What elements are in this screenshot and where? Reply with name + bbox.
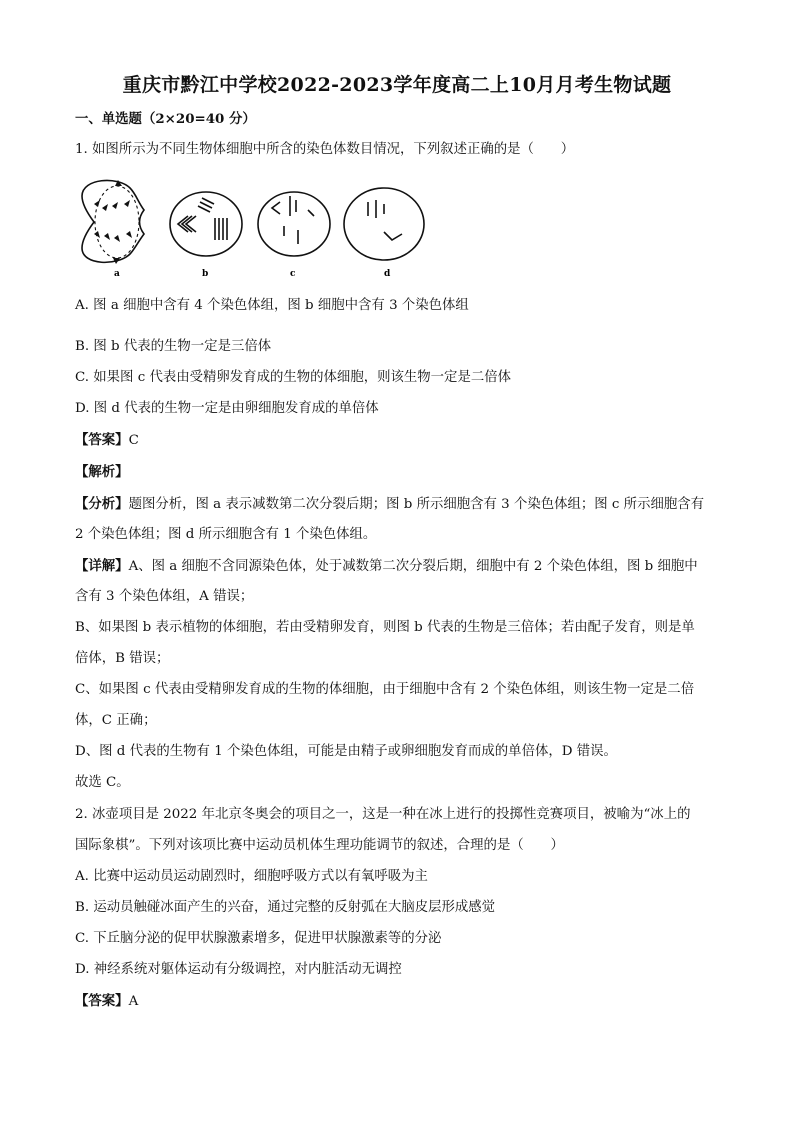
q1-xiangjie-line-1 <box>75 557 725 576</box>
q2-stem-line-2: 国际象棋”。下列对该项比赛中运动员机体生理功能调节的叙述，合理的是（ ） <box>75 838 564 853</box>
q1-xiangjie-line-6: 体，C 正确； <box>75 713 157 728</box>
q2-option-c: C. 下丘脑分泌的促甲状腺激素增多，促进甲状腺激素等的分泌 <box>75 931 442 946</box>
q2-answer-value: A <box>128 994 139 1009</box>
q1-fenxi-line-1 <box>75 495 725 514</box>
q2-stem-line-1: 2. 冰壶项目是 2022 年北京冬奥会的项目之一，这是一种在冰上进行的投掷性竞赛项目，被喻为“冰上的 <box>75 807 691 822</box>
figure-label-b: b <box>202 269 209 279</box>
cell-b-drawing <box>170 192 242 256</box>
cell-c-drawing <box>258 192 330 256</box>
q1-fenxi-text-1: 题图分析，图 a 表示减数第二次分裂后期；图 b 所示细胞含有 3 个染色体组；图 c 所示细胞含有 <box>128 497 705 512</box>
cell-d-drawing <box>344 188 424 260</box>
figure-label-a: a <box>114 269 120 279</box>
q2-option-b: B. 运动员触碰冰面产生的兴奋，通过完整的反射弧在大脑皮层形成感觉 <box>75 900 496 915</box>
q1-option-c: C. 如果图 c 代表由受精卵发育成的生物的体细胞，则该生物一定是二倍体 <box>75 370 512 385</box>
q1-answer-value: C <box>128 433 139 448</box>
q1-option-a: A. 图 a 细胞中含有 4 个染色体组，图 b 细胞中含有 3 个染色体组 <box>75 298 469 313</box>
cell-a-drawing <box>82 180 144 264</box>
figure-label-d: d <box>384 269 391 279</box>
q1-xiangjie-label: 【详解】 <box>75 558 129 574</box>
q1-analysis-label: 【解析】 <box>75 464 129 480</box>
q1-xiangjie-line-5: C、如果图 c 代表由受精卵发育成的生物的体细胞，由于细胞中含有 2 个染色体组，则该生物一定是二倍 <box>75 682 695 697</box>
q1-fenxi-line-2: 2 个染色体组；图 d 所示细胞含有 1 个染色体组。 <box>75 527 377 542</box>
figure-label-c: c <box>290 269 296 279</box>
q1-fenxi-label: 【分析】 <box>75 496 129 512</box>
q1-stem: 1. 如图所示为不同生物体细胞中所含的染色体数目情况，下列叙述正确的是（ ） <box>75 142 575 157</box>
q1-xiangjie-line-2: 含有 3 个染色体组，A 错误； <box>75 589 254 604</box>
q1-xiangjie-line-3: B、如果图 b 表示植物的体细胞，若由受精卵发育，则图 b 代表的生物是三倍体；若由配子发育，则是单 <box>75 620 695 635</box>
q2-option-d: D. 神经系统对躯体运动有分级调控，对内脏活动无调控 <box>75 962 402 977</box>
q1-xiangjie-line-7: D、图 d 代表的生物有 1 个染色体组，可能是由精子或卵细胞发育而成的单倍体，D 错误。 <box>75 744 617 759</box>
q2-option-a: A. 比赛中运动员运动剧烈时，细胞呼吸方式以有氧呼吸为主 <box>75 869 428 884</box>
q1-option-d: D. 图 d 代表的生物一定是由卵细胞发育成的单倍体 <box>75 401 379 416</box>
chromosome-figure <box>72 174 432 279</box>
q1-answer <box>75 431 725 450</box>
q1-xiangjie-line-8: 故选 C。 <box>75 775 130 790</box>
q2-answer-label: 【答案】 <box>75 993 129 1009</box>
q1-option-b: B. 图 b 代表的生物一定是三倍体 <box>75 339 272 354</box>
q1-xiangjie-text-1: A、图 a 细胞不含同源染色体，处于减数第二次分裂后期，细胞中有 2 个染色体组，图 b 细胞中 <box>128 559 698 574</box>
section-heading: 一、单选题（2×20=40 分） <box>75 111 256 127</box>
q2-answer <box>75 992 725 1011</box>
page-title: 重庆市黔江中学校2022-2023学年度高二上10月月考生物试题 <box>122 74 672 96</box>
q1-xiangjie-line-4: 倍体，B 错误； <box>75 651 170 666</box>
q1-answer-label: 【答案】 <box>75 432 129 448</box>
